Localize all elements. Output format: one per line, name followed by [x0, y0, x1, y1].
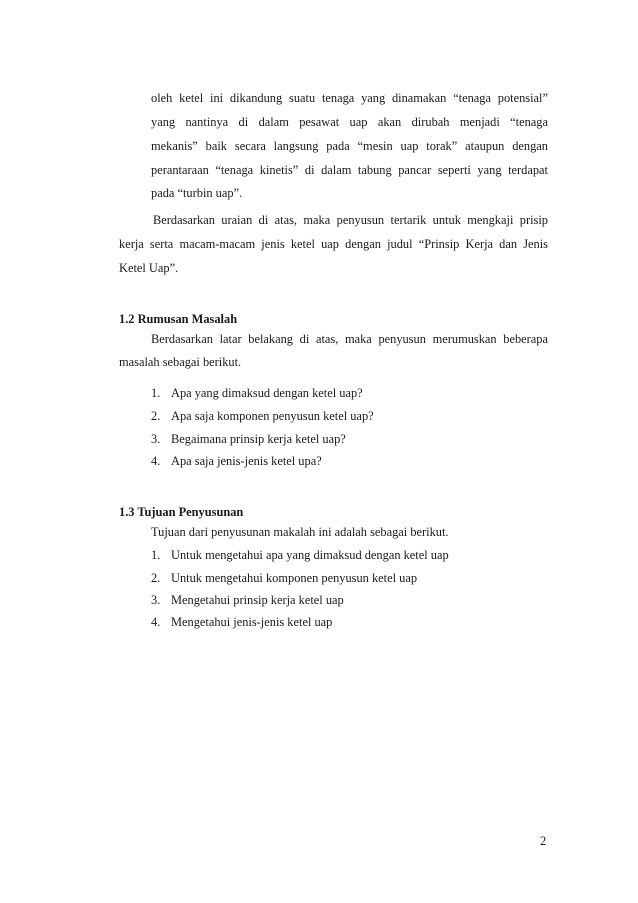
list-text: Mengetahui jenis-jenis ketel uap — [171, 615, 333, 629]
rumusan-list-item — [151, 453, 322, 469]
intro-line-5: pada “turbin uap”. — [151, 186, 243, 200]
rumusan-intro-line-1: Berdasarkan latar belakang di atas, maka penyusun merumuskan beberapa — [151, 332, 548, 346]
rumusan-list-item — [151, 408, 374, 424]
list-text: Apa saja jenis-jenis ketel upa? — [171, 454, 322, 468]
list-number: 2. — [151, 571, 161, 585]
background-line-1: Berdasarkan uraian di atas, maka penyusun tertarik untuk mengkaji prisip — [153, 213, 548, 227]
list-text: Mengetahui prinsip kerja ketel uap — [171, 593, 344, 607]
heading-rumusan-masalah: 1.2 Rumusan Masalah — [119, 312, 238, 326]
list-text: Apa yang dimaksud dengan ketel uap? — [171, 386, 363, 400]
tujuan-list-item — [151, 570, 417, 586]
intro-line-2: yang nantinya di dalam pesawat uap akan dirubah menjadi “tenaga — [151, 115, 548, 129]
tujuan-list-item — [151, 547, 449, 563]
tujuan-list-item — [151, 614, 332, 630]
heading-tujuan-penyusunan: 1.3 Tujuan Penyusunan — [119, 505, 244, 519]
background-line-3: Ketel Uap”. — [119, 261, 179, 275]
intro-line-3: mekanis” baik secara langsung pada “mesin uap torak” ataupun dengan — [151, 139, 548, 153]
list-number: 1. — [151, 548, 161, 562]
tujuan-intro: Tujuan dari penyusunan makalah ini adalah sebagai berikut. — [151, 525, 449, 539]
list-number: 1. — [151, 386, 161, 400]
tujuan-list-item — [151, 592, 344, 608]
list-text: Apa saja komponen penyusun ketel uap? — [171, 409, 374, 423]
list-number: 2. — [151, 409, 161, 423]
list-text: Untuk mengetahui komponen penyusun ketel uap — [171, 571, 418, 585]
list-number: 4. — [151, 454, 161, 468]
rumusan-list-item — [151, 431, 346, 447]
list-number: 3. — [151, 593, 161, 607]
intro-line-1: oleh ketel ini dikandung suatu tenaga yang dinamakan “tenaga potensial” — [151, 91, 548, 105]
rumusan-intro-line-2: masalah sebagai berikut. — [119, 355, 242, 369]
list-number: 4. — [151, 615, 161, 629]
rumusan-list-item — [151, 385, 363, 401]
list-text: Untuk mengetahui apa yang dimaksud dengan ketel uap — [171, 548, 449, 562]
intro-line-4: perantaraan “tenaga kinetis” di dalam tabung pancar seperti yang terdapat — [151, 163, 548, 177]
page-number: 2 — [540, 834, 547, 848]
background-line-2: kerja serta macam-macam jenis ketel uap dengan judul “Prinsip Kerja dan Jenis — [119, 237, 548, 251]
list-text: Begaimana prinsip kerja ketel uap? — [171, 432, 346, 446]
list-number: 3. — [151, 432, 161, 446]
